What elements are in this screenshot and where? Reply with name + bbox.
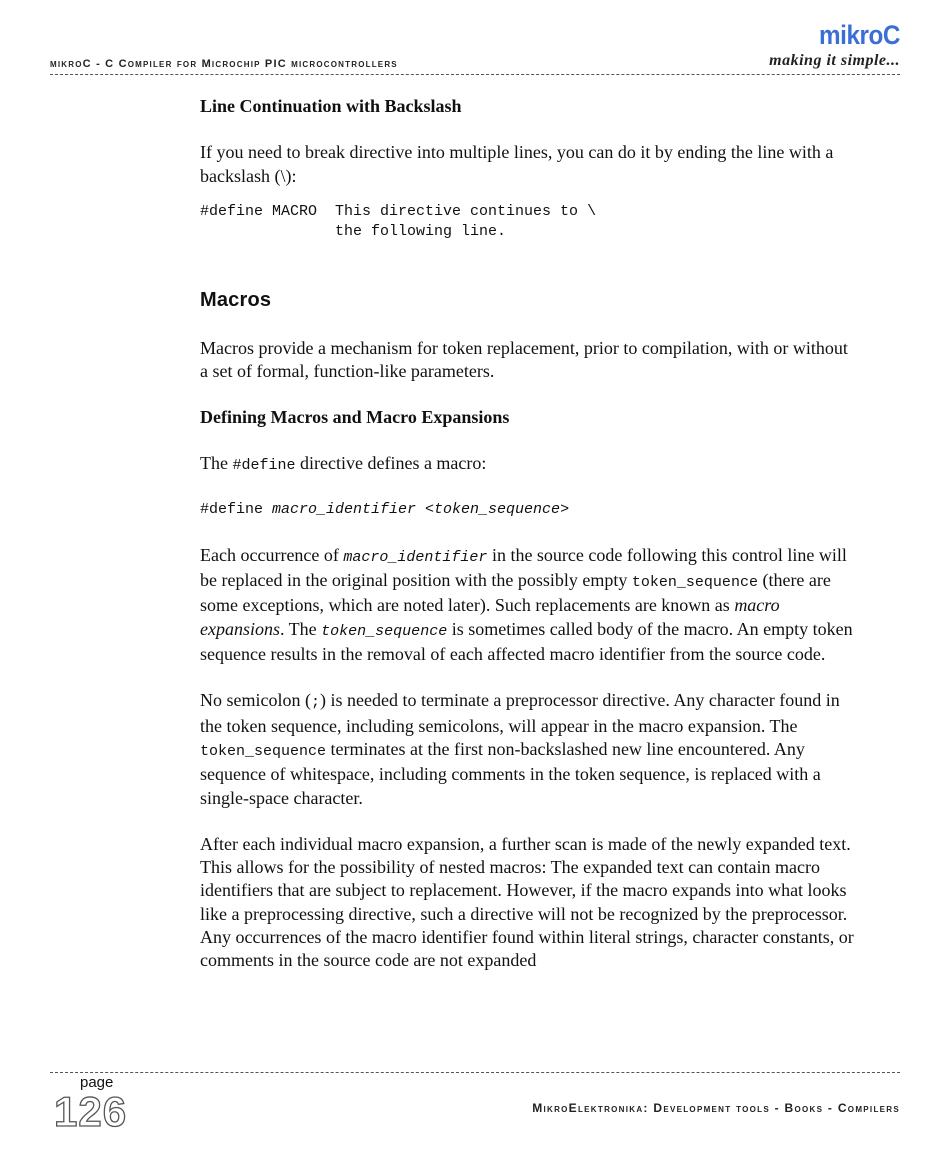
section-heading-defining-macros: Defining Macros and Macro Expansions bbox=[200, 406, 510, 427]
page-label: page bbox=[80, 1074, 114, 1091]
section-heading-macros: Macros bbox=[200, 288, 272, 311]
paragraph-macros-intro: Macros provide a mechanism for token replacement, prior to compilation, with or without a set of formal, function-like parameters. bbox=[200, 338, 848, 382]
header-title: mikroC - C Compiler for Microchip PIC microcontrollers bbox=[50, 58, 398, 70]
header-divider bbox=[50, 74, 900, 75]
paragraph-semicolon: No semicolon (;) is needed to terminate a preprocessor directive. Any character found in the token sequence, including semicolons, will appear in the macro expansion. The token_sequence terminates at the first non-backslashed new line encountered. Any sequence of whitespace, including comments in the token sequence, is replaced with a single-space character. bbox=[200, 690, 840, 808]
code-line-2: the following line. bbox=[200, 223, 507, 241]
define-keyword: #define bbox=[232, 457, 296, 475]
page-content bbox=[200, 95, 860, 973]
paragraph-define-intro: The #define directive defines a macro: bbox=[200, 453, 487, 475]
page-number: 126 bbox=[54, 1088, 128, 1135]
header-tagline: making it simple... bbox=[769, 52, 900, 69]
paragraph-nested-macros: After each individual macro expansion, a further scan is made of the newly expanded text. This allows for the possibility of nested macros: The expanded text can contain macro identifiers that are subject to replacement. However, if the macro expands into what looks like a preprocessing directive, such a directive will not be recognized by the preprocessor. Any occurrences of the macro identifier found within literal strings, character constants, or comments in the source code are not expanded bbox=[200, 833, 854, 971]
footer-divider bbox=[50, 1072, 900, 1073]
paragraph-line-continuation: If you need to break directive into multiple lines, you can do it by ending the line with a backslash (\): bbox=[200, 142, 834, 186]
footer-title: MikroElektronika: Development tools - Books - Compilers bbox=[532, 1101, 900, 1115]
paragraph-macro-expansion: Each occurrence of macro_identifier in the source code following this control line will be replaced in the original position with the possibly empty token_sequence (there are some exceptions, which are noted later). Such replacements are known as macro expansions. The token_sequence is sometimes called body of the macro. An empty token sequence results in the removal of each affected macro identifier from the source code. bbox=[200, 544, 853, 665]
mikroc-logo: mikroC bbox=[818, 20, 900, 50]
define-syntax: #define macro_identifier <token_sequence> bbox=[200, 501, 570, 519]
section-heading-line-continuation: Line Continuation with Backslash bbox=[200, 96, 462, 116]
code-line-1: #define MACRO This directive continues to \ bbox=[200, 202, 597, 220]
